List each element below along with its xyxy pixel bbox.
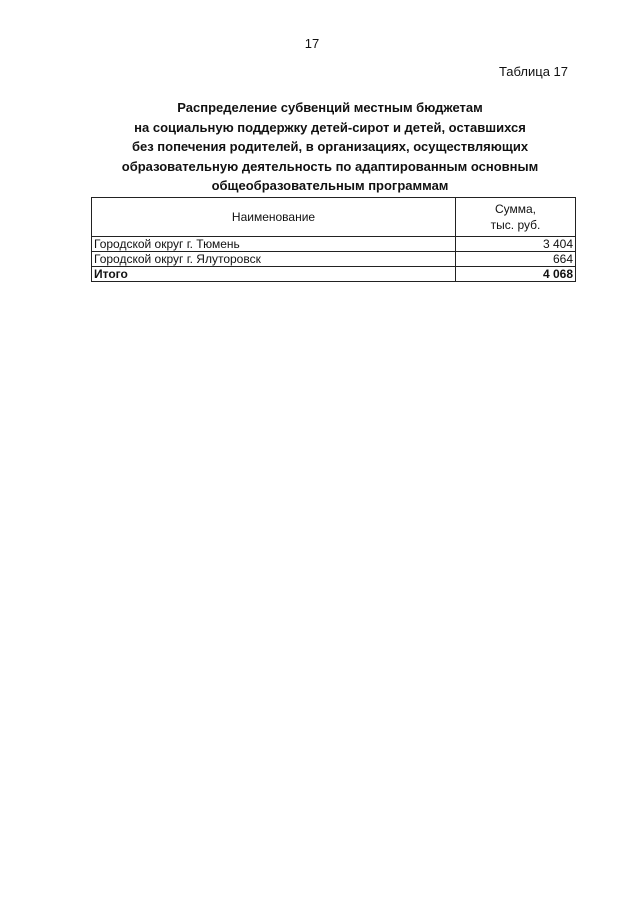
column-header-name: Наименование <box>92 198 456 237</box>
title-line: на социальную поддержку детей-сирот и детей, оставшихся <box>134 119 526 135</box>
row-sum: 3 404 <box>456 237 576 252</box>
column-header-sum-line1: Сумма, <box>494 202 537 216</box>
total-label: Итого <box>92 267 456 282</box>
subventions-table <box>91 197 576 282</box>
document-title <box>60 98 600 196</box>
table-header-row <box>92 198 576 237</box>
title-line: без попечения родителей, в организациях, осуществляющих <box>131 139 529 154</box>
title-line: образовательную деятельность по адаптированным основным <box>121 158 539 174</box>
title-line: Распределение субвенций местным бюджетам <box>177 100 483 115</box>
row-name: Городской округ г. Ялуторовск <box>92 252 456 267</box>
page-number: 17 <box>304 36 320 51</box>
column-header-sum-line2: тыс. руб. <box>490 218 541 232</box>
total-sum: 4 068 <box>456 267 576 282</box>
table-row <box>92 237 576 252</box>
table-row <box>92 252 576 267</box>
row-sum: 664 <box>456 252 576 267</box>
title-line: общеобразовательным программам <box>211 178 449 193</box>
row-name: Городской округ г. Тюмень <box>92 237 456 252</box>
table-label: Таблица 17 <box>498 64 568 79</box>
table-total-row <box>92 267 576 282</box>
column-header-sum <box>456 198 576 237</box>
